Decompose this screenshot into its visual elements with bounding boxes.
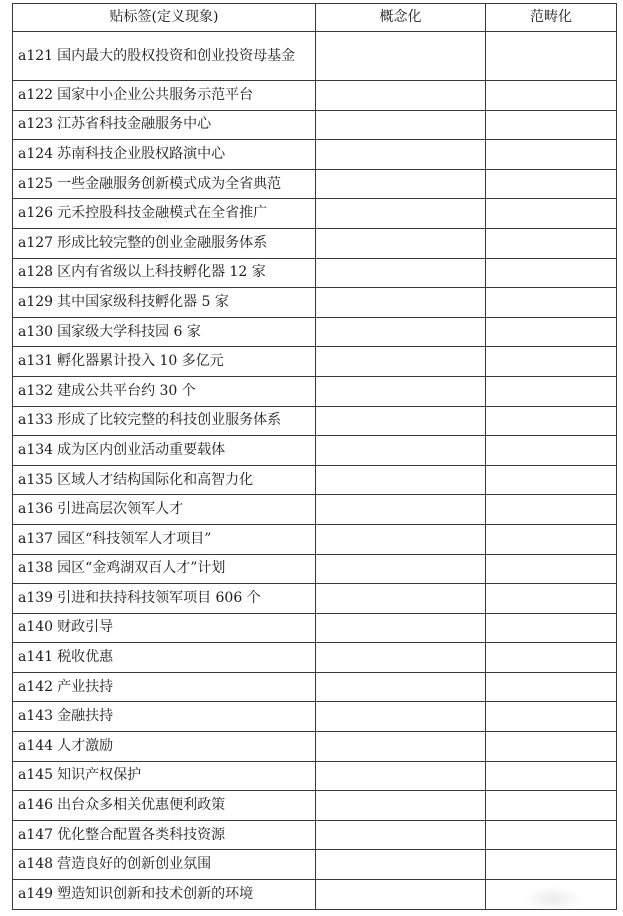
row-code: a138 (18, 560, 54, 577)
row-code: a141 (18, 649, 54, 666)
label-cell (13, 347, 316, 377)
category-cell (486, 880, 617, 910)
label-cell (13, 554, 316, 584)
concept-cell (316, 850, 486, 880)
category-cell (486, 554, 617, 584)
table-row (13, 110, 617, 140)
row-code: a130 (18, 323, 54, 340)
row-code: a134 (18, 441, 54, 458)
table-row (13, 406, 617, 436)
concept-cell (316, 169, 486, 199)
concept-cell (316, 702, 486, 732)
row-text: 引进高层次领军人才 (57, 501, 184, 518)
row-code: a142 (18, 678, 54, 695)
table-row (13, 258, 617, 288)
row-code: a122 (18, 86, 54, 103)
concept-cell (316, 258, 486, 288)
coding-table (12, 3, 617, 910)
row-code: a144 (18, 737, 54, 754)
row-code: a147 (18, 826, 54, 843)
concept-cell (316, 643, 486, 673)
row-code: a146 (18, 797, 54, 814)
table-row (13, 169, 617, 199)
category-cell (486, 376, 617, 406)
table-row (13, 643, 617, 673)
concept-cell (316, 406, 486, 436)
label-cell (13, 643, 316, 673)
concept-cell (316, 110, 486, 140)
label-cell (13, 288, 316, 318)
row-code: a143 (18, 708, 54, 725)
category-cell (486, 317, 617, 347)
category-cell (486, 140, 617, 170)
concept-cell (316, 32, 486, 81)
table-row (13, 702, 617, 732)
row-text: 一些金融服务创新模式成为全省典范 (57, 175, 282, 192)
row-code: a135 (18, 471, 54, 488)
category-cell (486, 702, 617, 732)
label-cell (13, 376, 316, 406)
category-cell (486, 228, 617, 258)
row-text: 营造良好的创新创业氛围 (57, 856, 212, 873)
category-cell (486, 406, 617, 436)
category-cell (486, 850, 617, 880)
category-cell (486, 436, 617, 466)
label-cell (13, 524, 316, 554)
label-cell (13, 495, 316, 525)
label-cell (13, 317, 316, 347)
row-text: 园区“科技领军人才项目” (57, 530, 212, 547)
table-row (13, 199, 617, 229)
label-cell (13, 436, 316, 466)
row-code: a129 (18, 293, 54, 310)
concept-cell (316, 732, 486, 762)
row-text: 其中国家级科技孵化器 5 家 (57, 293, 229, 310)
concept-cell (316, 288, 486, 318)
row-code: a149 (18, 885, 54, 902)
category-cell (486, 199, 617, 229)
row-code: a127 (18, 234, 54, 251)
category-cell (486, 672, 617, 702)
label-cell (13, 110, 316, 140)
table-row (13, 850, 617, 880)
label-cell (13, 791, 316, 821)
row-code: a133 (18, 412, 54, 429)
category-cell (486, 465, 617, 495)
concept-cell (316, 347, 486, 377)
concept-cell (316, 495, 486, 525)
table-row (13, 820, 617, 850)
row-text: 人才激励 (57, 737, 114, 754)
row-code: a148 (18, 856, 54, 873)
category-cell (486, 81, 617, 111)
row-code: a136 (18, 501, 54, 518)
row-text: 园区“金鸡湖双百人才”计划 (57, 560, 226, 577)
category-cell (486, 524, 617, 554)
label-cell (13, 465, 316, 495)
label-cell (13, 228, 316, 258)
row-code: a139 (18, 589, 54, 606)
label-cell (13, 672, 316, 702)
header-row (13, 4, 617, 32)
row-text: 国内最大的股权投资和创业投资母基金 (57, 47, 296, 64)
row-code: a126 (18, 205, 54, 222)
concept-cell (316, 791, 486, 821)
row-text: 引进和扶持科技领军项目 606 个 (57, 589, 261, 606)
row-text: 国家级大学科技园 6 家 (57, 323, 201, 340)
row-code: a131 (18, 353, 54, 370)
concept-cell (316, 436, 486, 466)
table-row (13, 465, 617, 495)
concept-cell (316, 761, 486, 791)
concept-cell (316, 584, 486, 614)
category-cell (486, 613, 617, 643)
row-text: 成为区内创业活动重要载体 (57, 441, 226, 458)
row-text: 出台众多相关优惠便利政策 (57, 797, 226, 814)
label-cell (13, 584, 316, 614)
concept-cell (316, 554, 486, 584)
row-text: 知识产权保护 (57, 767, 142, 784)
concept-cell (316, 672, 486, 702)
table-row (13, 732, 617, 762)
table-row (13, 376, 617, 406)
table-row (13, 32, 617, 81)
table-row (13, 554, 617, 584)
row-text: 财政引导 (57, 619, 114, 636)
table-row (13, 81, 617, 111)
category-cell (486, 258, 617, 288)
row-code: a140 (18, 619, 54, 636)
category-cell (486, 820, 617, 850)
label-cell (13, 850, 316, 880)
row-code: a137 (18, 530, 54, 547)
row-code: a128 (18, 264, 54, 281)
row-code: a125 (18, 175, 54, 192)
table-row (13, 584, 617, 614)
category-cell (486, 32, 617, 81)
table-row (13, 347, 617, 377)
category-cell (486, 110, 617, 140)
category-cell (486, 732, 617, 762)
row-code: a145 (18, 767, 54, 784)
row-text: 国家中小企业公共服务示范平台 (57, 86, 254, 103)
category-cell (486, 584, 617, 614)
row-code: a132 (18, 382, 54, 399)
label-cell (13, 81, 316, 111)
concept-cell (316, 199, 486, 229)
concept-cell (316, 613, 486, 643)
concept-cell (316, 317, 486, 347)
table-row (13, 317, 617, 347)
concept-cell (316, 140, 486, 170)
table-row (13, 228, 617, 258)
label-cell (13, 32, 316, 81)
table-row (13, 436, 617, 466)
label-cell (13, 761, 316, 791)
table-row (13, 140, 617, 170)
label-cell (13, 169, 316, 199)
label-cell (13, 199, 316, 229)
row-text: 建成公共平台约 30 个 (57, 382, 196, 399)
concept-cell (316, 880, 486, 910)
category-cell (486, 347, 617, 377)
table-row (13, 672, 617, 702)
row-text: 苏南科技企业股权路演中心 (57, 145, 226, 162)
concept-cell (316, 81, 486, 111)
category-cell (486, 643, 617, 673)
row-text: 江苏省科技金融服务中心 (57, 116, 212, 133)
table-row (13, 524, 617, 554)
label-cell (13, 406, 316, 436)
row-text: 形成比较完整的创业金融服务体系 (57, 234, 268, 251)
label-cell (13, 820, 316, 850)
table-row (13, 288, 617, 318)
label-cell (13, 880, 316, 910)
row-text: 区内有省级以上科技孵化器 12 家 (57, 264, 266, 281)
table-row (13, 495, 617, 525)
header-categorization: 范畴化 (486, 4, 617, 32)
category-cell (486, 495, 617, 525)
table-row (13, 791, 617, 821)
label-cell (13, 613, 316, 643)
category-cell (486, 288, 617, 318)
category-cell (486, 169, 617, 199)
row-text: 优化整合配置各类科技资源 (57, 826, 226, 843)
row-text: 金融扶持 (57, 708, 114, 725)
header-conceptualization: 概念化 (316, 4, 486, 32)
row-text: 孵化器累计投入 10 多亿元 (57, 353, 224, 370)
table-row (13, 761, 617, 791)
concept-cell (316, 820, 486, 850)
row-text: 形成了比较完整的科技创业服务体系 (57, 412, 282, 429)
table-row (13, 880, 617, 910)
table-row (13, 613, 617, 643)
label-cell (13, 140, 316, 170)
category-cell (486, 761, 617, 791)
row-text: 税收优惠 (57, 649, 114, 666)
row-code: a124 (18, 145, 54, 162)
header-labeling: 贴标签(定义现象) (13, 4, 316, 32)
label-cell (13, 258, 316, 288)
row-text: 产业扶持 (57, 678, 114, 695)
concept-cell (316, 376, 486, 406)
concept-cell (316, 524, 486, 554)
row-text: 元禾控股科技金融模式在全省推广 (57, 205, 268, 222)
concept-cell (316, 228, 486, 258)
label-cell (13, 702, 316, 732)
row-text: 区域人才结构国际化和高智力化 (57, 471, 254, 488)
concept-cell (316, 465, 486, 495)
label-cell (13, 732, 316, 762)
category-cell (486, 791, 617, 821)
row-text: 塑造知识创新和技术创新的环境 (57, 885, 254, 902)
row-code: a121 (18, 47, 54, 64)
row-code: a123 (18, 116, 54, 133)
